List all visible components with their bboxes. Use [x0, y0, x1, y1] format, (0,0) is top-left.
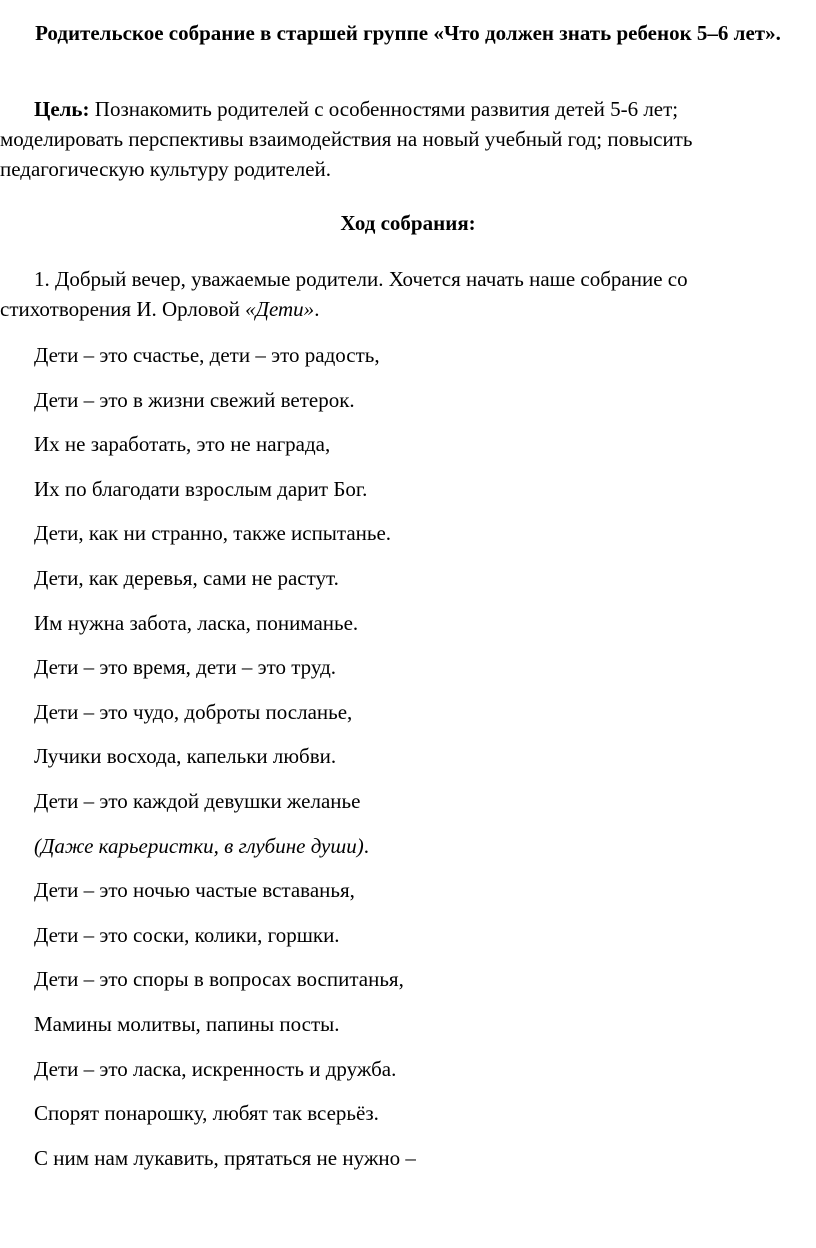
- poem-line: Дети – это время, дети – это труд.: [34, 655, 337, 680]
- poem-line: Дети, как ни странно, также испытанье.: [34, 521, 392, 546]
- intro-text: 1. Добрый вечер, уважаемые родители. Хочется начать наше собрание со стихотворения И. Орловой: [0, 267, 688, 321]
- poem-line: Дети – это каждой девушки желанье: [34, 788, 361, 813]
- goal-text: Познакомить родителей с особенностями развития детей 5-6 лет; моделировать перспективы взаимодействия на новый учебный год; повысить педагогическую культуру родителей.: [0, 97, 693, 181]
- poem-line: Их по благодати взрослым дарит Бог.: [34, 476, 368, 501]
- goal-label: Цель:: [34, 97, 90, 121]
- intro-paragraph: [0, 264, 806, 324]
- poem-line: Их не заработать, это не награда,: [34, 432, 331, 457]
- poem-line: Дети – это ночью частые вставанья,: [34, 878, 355, 903]
- poem-line: Дети – это в жизни свежий ветерок.: [34, 387, 355, 412]
- goal-paragraph: [0, 94, 806, 184]
- poem-line: Спорят понарошку, любят так всерьёз.: [34, 1101, 379, 1126]
- poem-line-italic: [34, 831, 794, 876]
- intro-end: .: [314, 297, 320, 321]
- poem-line: Дети – это соски, колики, горшки.: [34, 922, 340, 947]
- poem-line: Мамины молитвы, папины посты.: [34, 1011, 340, 1036]
- poem-line: Дети – это ласка, искренность и дружба.: [34, 1056, 397, 1081]
- poem-italic-end: .: [363, 833, 369, 858]
- poem-line: Дети – это счастье, дети – это радость,: [34, 343, 380, 367]
- poem-line: Лучики восхода, капельки любви.: [34, 744, 337, 769]
- poem-line: Дети – это споры в вопросах воспитанья,: [34, 967, 404, 992]
- poem-italic-text: (Даже карьеристки, в глубине души): [34, 833, 364, 858]
- poem-line: Дети – это чудо, доброты посланье,: [34, 699, 353, 724]
- document-title: Родительское собрание в старшей группе «Что должен знать ребенок 5–6 лет».: [35, 21, 781, 45]
- poem: [34, 340, 794, 1187]
- poem-line: Дети, как деревья, сами не растут.: [34, 565, 339, 590]
- section-heading: Ход собрания:: [340, 211, 476, 235]
- poem-title: «Дети»: [245, 297, 315, 321]
- poem-line: Им нужна забота, ласка, пониманье.: [34, 610, 359, 635]
- poem-line: С ним нам лукавить, прятаться не нужно –: [34, 1145, 416, 1170]
